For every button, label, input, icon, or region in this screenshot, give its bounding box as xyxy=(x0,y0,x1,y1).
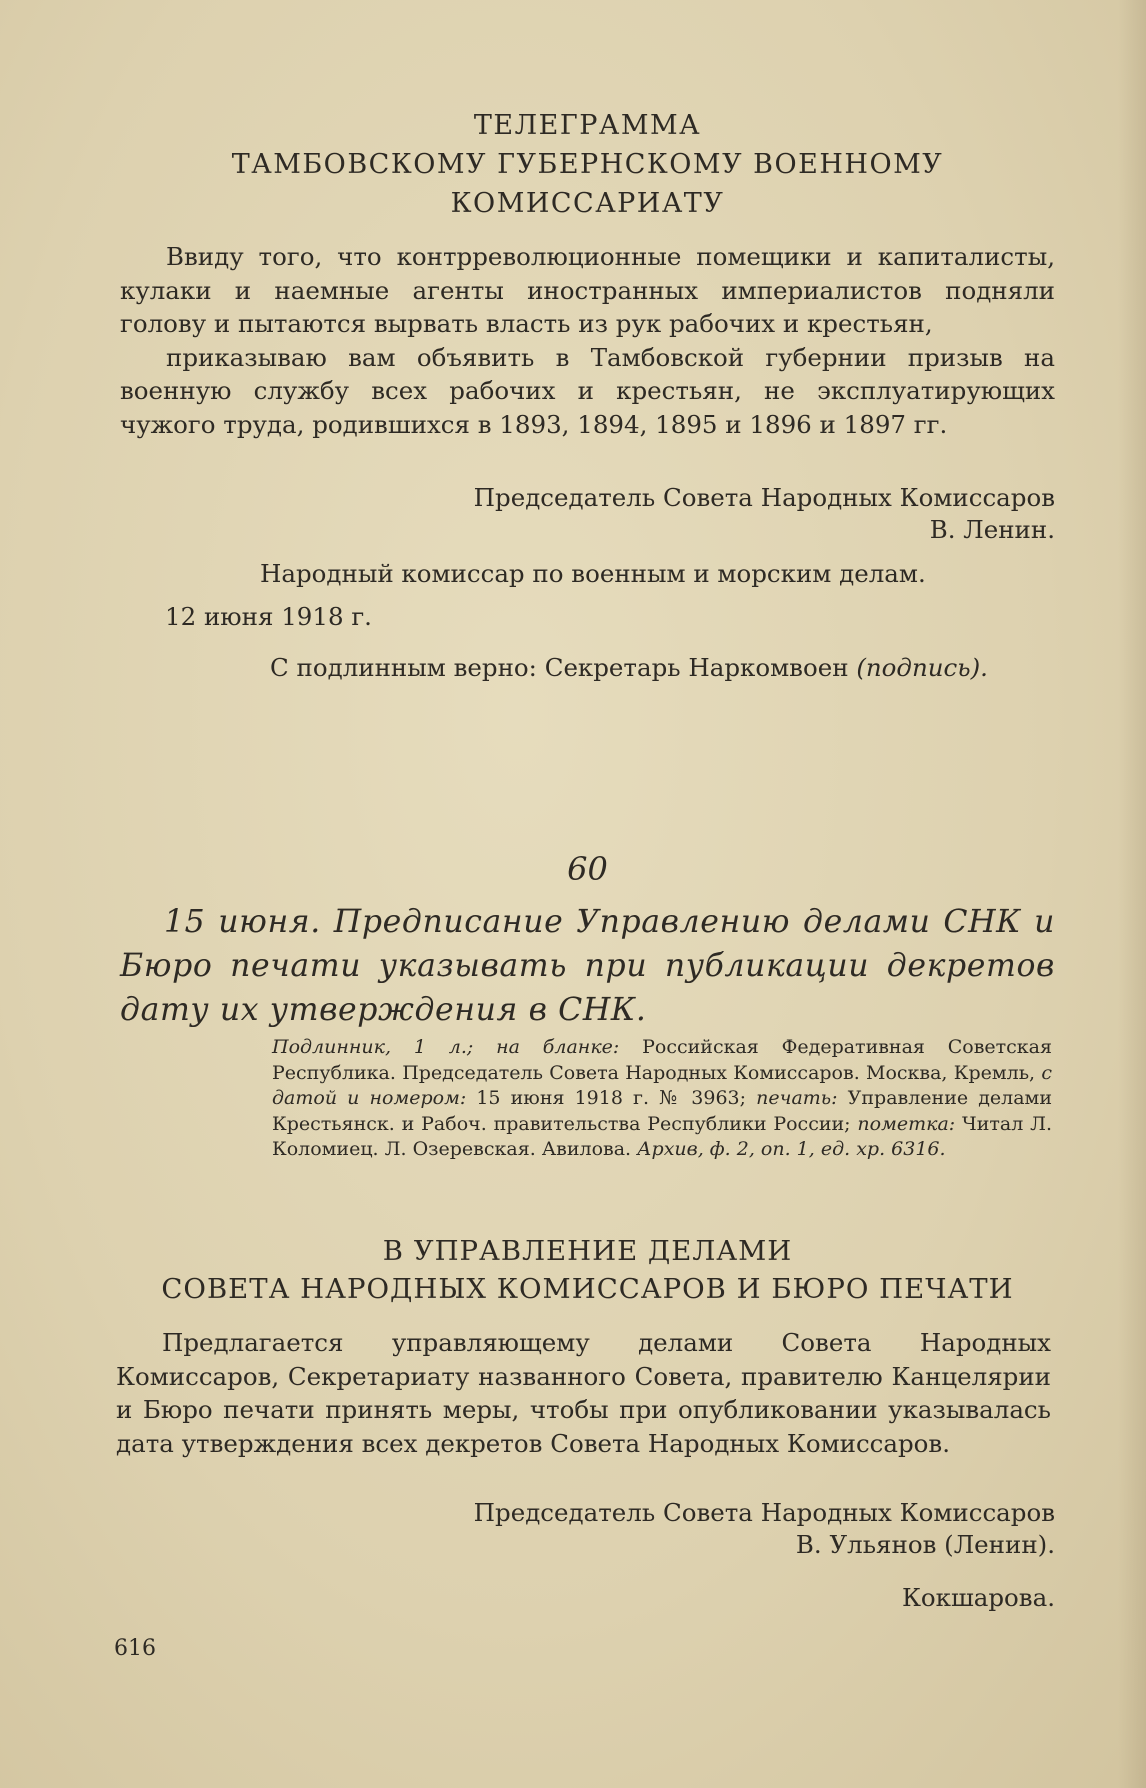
telegram-title-line: ТАМБОВСКОМУ ГУБЕРНСКОМУ ВОЕННОМУ xyxy=(231,149,944,180)
commissar-line: Народный комиссар по военным и морским делам. xyxy=(260,559,926,588)
archival-note-text xyxy=(272,1035,1052,1163)
document-title-block xyxy=(120,900,1055,1032)
document-signature xyxy=(120,1497,1055,1561)
certified-line xyxy=(120,652,1055,684)
document-paragraph: Предлагается управляющему делами Совета Народных Комиссаров, Секретариату названного Совета, правителю Канцелярии и Бюро печати принять меры, чтобы при опубликовании указывалась дата утверждения всех декретов Совета Народных Комиссаров. xyxy=(116,1328,1051,1458)
note-italic: печать: xyxy=(756,1087,838,1109)
telegram-paragraph: приказываю вам объявить в Тамбовской губернии призыв на военную службу всех рабочих и крестьян, не эксплуатирующих чужого труда, родившихся в 1893, 1894, 1895 и 1896 и 1897 гг. xyxy=(120,342,1055,439)
note-italic: Архив, ф. 2, оп. 1, ед. хр. 6316. xyxy=(637,1138,946,1160)
page-number: 616 xyxy=(114,1636,156,1661)
page-edge-shadow xyxy=(1118,0,1146,1788)
archival-note xyxy=(272,1035,1052,1163)
telegram-title xyxy=(120,106,1055,223)
telegram-signature xyxy=(120,482,1055,546)
certified-text: С подлинным верно: Секретарь Наркомвоен xyxy=(270,653,857,682)
document-number: 60 xyxy=(567,850,608,888)
document-title: 15 июня. Предписание Управлению делами СНК и Бюро печати указывать при публикации декретов дату их утверждения в СНК. xyxy=(120,904,1055,1028)
telegram-paragraph: Ввиду того, что контрреволюционные помещики и капиталисты, кулаки и наемные агенты иностранных империалистов подняли голову и пытаются вырвать власть из рук рабочих и крестьян, xyxy=(120,242,1055,338)
telegram-date: 12 июня 1918 г. xyxy=(165,602,372,631)
certified-signature: (подпись). xyxy=(856,653,988,682)
note-italic: пометка: xyxy=(857,1112,956,1135)
signature-title: Председатель Совета Народных Комиссаров xyxy=(473,483,1055,512)
note-italic: Подлинник, 1 л.; на бланке: xyxy=(272,1036,620,1058)
signature-title: Председатель Совета Народных Комиссаров xyxy=(473,1498,1055,1527)
telegram-title-line: КОМИССАРИАТУ xyxy=(450,188,725,219)
telegram-title-line: ТЕЛЕГРАММА xyxy=(473,110,702,141)
document-heading-line: СОВЕТА НАРОДНЫХ КОМИССАРОВ И БЮРО ПЕЧАТИ xyxy=(161,1273,1014,1305)
note-italic: с датой и номером: xyxy=(272,1061,1052,1109)
signature-name: В. Ульянов (Ленин). xyxy=(795,1530,1055,1559)
signature-name: В. Ленин. xyxy=(929,515,1055,544)
note-text: 15 июня 1918 г. № 3963; xyxy=(466,1087,757,1109)
telegram-body xyxy=(120,240,1055,441)
note-text: Читал Л. Коломиец. Л. Озеревская. Авилова. xyxy=(272,1112,1052,1160)
note-text: Российская Федеративная Советская Республика. Председатель Совета Народных Комиссаров. Москва, Кремль, xyxy=(272,1036,1052,1084)
document-heading xyxy=(120,1232,1055,1308)
document-heading-line: В УПРАВЛЕНИЕ ДЕЛАМИ xyxy=(382,1235,793,1267)
document-body xyxy=(116,1326,1051,1460)
secretary-name: Кокшарова. xyxy=(901,1583,1055,1612)
note-text: Управление делами Крестьянск. и Рабоч. правительства Республики России; xyxy=(272,1087,1052,1135)
